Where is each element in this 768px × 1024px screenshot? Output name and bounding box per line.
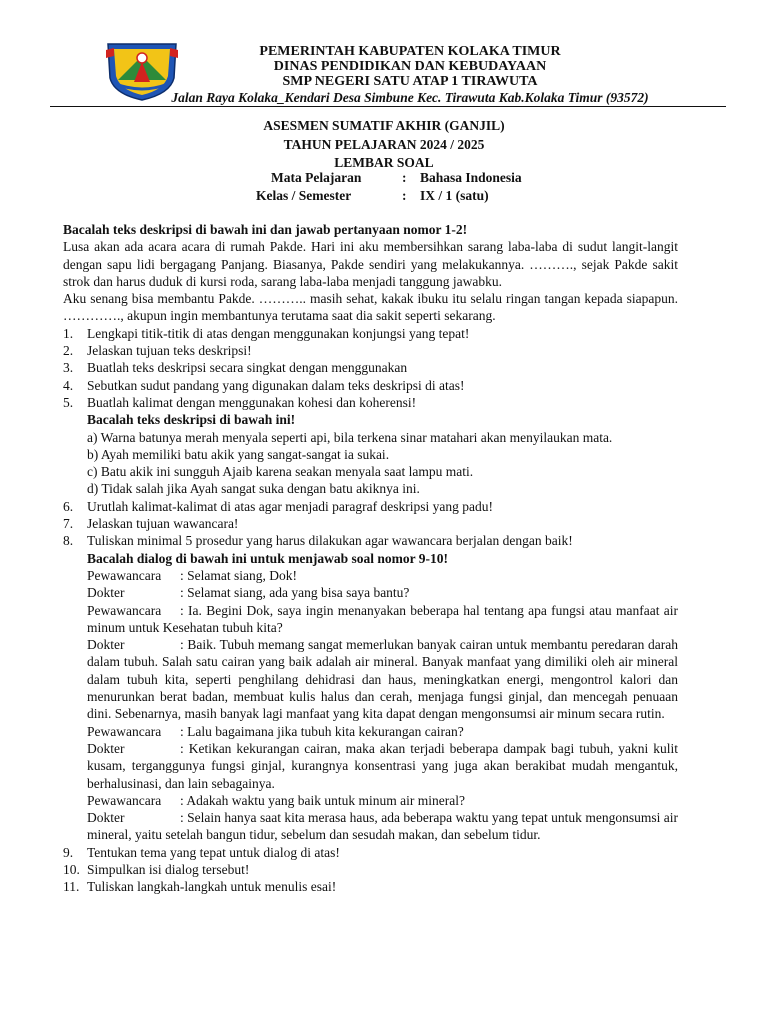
exam-title-block [0, 117, 768, 173]
school-address: Jalan Raya Kolaka_Kendari Desa Simbune Kec. Tirawuta Kab.Kolaka Timur (93572) [171, 90, 649, 105]
subject-colon: : [402, 170, 407, 185]
question-number: 1. [63, 325, 74, 341]
question-item [63, 359, 678, 376]
question-item [63, 342, 678, 359]
question-item [63, 377, 678, 394]
school-line: SMP NEGERI SATU ATAP 1 TIRAWUTA [282, 74, 538, 89]
question-number: 5. [63, 394, 74, 410]
question-text: Lengkapi titik-titik di atas dengan menggunakan konjungsi yang tepat! [87, 325, 470, 341]
question-number: 10. [63, 861, 80, 877]
question-item [63, 515, 678, 532]
reading-paragraph-2: Aku senang bisa membantu Pakde. ……….. masih sehat, kakak ibuku itu selalu ringan tangan kepada siapapun. …………., akupun ingin membantunya terutama saat dia sakit seperti sekarang. [63, 291, 678, 324]
section2-instruction: Bacalah teks deskripsi di bawah ini! [87, 412, 296, 428]
question-item [63, 325, 678, 342]
dialog-line [63, 602, 678, 637]
class-colon: : [402, 188, 407, 203]
dialog-line [63, 584, 678, 601]
question-text: Tentukan tema yang tepat untuk dialog di atas! [87, 844, 340, 860]
dialog-speaker: Pewawancara [87, 602, 162, 618]
sentence-item: c) Batu akik ini sungguh Ajaib karena seakan menyala saat lampu mati. [87, 464, 474, 480]
section1-instruction: Bacalah teks deskripsi di bawah ini dan jawab pertanyaan nomor 1-2! [63, 222, 468, 237]
dialog-text: : Lalu bagaimana jika tubuh kita kekurangan cairan? [180, 723, 464, 739]
question-number: 4. [63, 377, 74, 393]
dialog-text: : Selamat siang, ada yang bisa saya bantu? [180, 585, 410, 601]
dialog-line [63, 723, 678, 740]
question-text: Tuliskan minimal 5 prosedur yang harus dilakukan agar wawancara berjalan dengan baik! [87, 533, 573, 549]
dialog-speaker: Pewawancara [87, 792, 162, 808]
dialog-text: : Ketikan kekurangan cairan, maka akan terjadi beberapa dampak bagi tubuh, yakni kulit kusam, terganggunya fungsi ginjal, kurangnya konsentrasi yang juga akan berakibat mudah mengantuk, berhalusinasi, dan lain sebagainya. [87, 740, 678, 791]
question-number: 6. [63, 498, 74, 514]
question-number: 8. [63, 533, 74, 549]
dialog-line [63, 567, 678, 584]
subject-value: Bahasa Indonesia [420, 170, 522, 185]
dialog-speaker: Pewawancara [87, 723, 162, 739]
question-number: 7. [63, 516, 74, 532]
exam-year: TAHUN PELAJARAN 2024 / 2025 [283, 136, 485, 152]
question-text: Jelaskan tujuan wawancara! [87, 516, 239, 532]
dialog-line [63, 636, 678, 722]
dialog-text: : Baik. Tubuh memang sangat memerlukan banyak cairan untuk membantu peredaran darah dalam tubuh. Salah satu cairan yang baik adalah air mineral. Banyak manfaat yang dimiliki oleh air mineral dalam tubuh kita, seperti penghilang dehidrasi dan haus, meningkatkan energi, mengontrol kalori dan menurunkan berat badan, membuat kulis halus dan cerah, menjaga fungsi ginjal, dan mencegah penuaan dini. Sebenarnya, masih banyak lagi manfaat yang kita dapat dengan mengonsumsi air minum secara rutin. [87, 637, 678, 722]
dept-line: DINAS PENDIDIKAN DAN KEBUDAYAAN [273, 59, 547, 74]
class-label: Kelas / Semester [256, 188, 352, 203]
question-text: Buatlah kalimat dengan menggunakan kohesi dan koherensi! [87, 394, 417, 410]
question-text: Simpulkan isi dialog tersebut! [87, 861, 250, 877]
sentence-item: b) Ayah memiliki batu akik yang sangat-sangat ia sukai. [87, 446, 390, 462]
question-item [63, 498, 678, 515]
reading-paragraph-1: Lusa akan ada acara acara di rumah Pakde. Hari ini aku membersihkan sarang laba-laba di sudut langit-langit dengan sapu lidi bergagang Panjang. Biasanya, Pakde sendiri yang melakukannya. ………., sejak Pakde sakit strok dan harus duduk di kursi roda, sarang laba-laba menjadi tanggung jawabku. [63, 239, 678, 289]
dialog-speaker: Dokter [87, 740, 125, 756]
question-text: Urutlah kalimat-kalimat di atas agar menjadi paragraf deskripsi yang padu! [87, 498, 493, 514]
section3-instruction: Bacalah dialog di bawah ini untuk menjawab soal nomor 9-10! [87, 550, 448, 566]
question-number: 2. [63, 343, 74, 359]
question-number: 11. [63, 879, 80, 895]
question-item [63, 861, 678, 878]
question-item [63, 878, 678, 895]
question-text: Tuliskan langkah-langkah untuk menulis esai! [87, 879, 337, 895]
dialog-text: : Selain hanya saat kita merasa haus, ada beberapa waktu yang tepat untuk mengonsumsi air mineral, yaitu setelah bangun tidur, sebelum dan sesudah makan, dan sebelum tidur. [87, 810, 678, 843]
sentence-item: d) Tidak salah jika Ayah sangat suka dengan batu akiknya ini. [87, 481, 420, 497]
question-number: 9. [63, 844, 74, 860]
dialog-speaker: Dokter [87, 637, 125, 653]
class-value: IX / 1 (satu) [420, 188, 489, 203]
question-item [63, 532, 678, 549]
gov-line: PEMERINTAH KABUPATEN KOLAKA TIMUR [259, 44, 561, 59]
dialog-speaker: Pewawancara [87, 567, 162, 583]
question-text: Jelaskan tujuan teks deskripsi! [87, 343, 252, 359]
subject-label: Mata Pelajaran [271, 170, 362, 185]
letterhead [110, 44, 710, 106]
question-item [63, 844, 678, 861]
sheet-title: LEMBAR SOAL [334, 155, 434, 170]
dialog-speaker: Dokter [87, 585, 125, 601]
question-text: Buatlah teks deskripsi secara singkat dengan menggunakan [87, 360, 408, 376]
question-number: 3. [63, 360, 74, 376]
dialog-line [63, 792, 678, 809]
dialog-text: : Ia. Begini Dok, saya ingin menanyakan beberapa hal tentang apa fungsi atau manfaat air minum untuk Kesehatan tubuh kita? [87, 602, 678, 635]
sentence-item: a) Warna batunya merah menyala seperti api, bila terkena sinar matahari akan menyilaukan mata. [87, 429, 613, 445]
dialog-speaker: Dokter [87, 810, 125, 826]
exam-content [63, 221, 678, 896]
dialog-line [63, 809, 678, 844]
question-item [63, 394, 678, 411]
dialog-text: : Selamat siang, Dok! [180, 567, 297, 583]
question-text: Sebutkan sudut pandang yang digunakan dalam teks deskripsi di atas! [87, 377, 465, 393]
dialog-text: : Adakah waktu yang baik untuk minum air mineral? [180, 792, 465, 808]
dialog-line [63, 740, 678, 792]
header-divider [50, 106, 726, 107]
exam-title: ASESMEN SUMATIF AKHIR (GANJIL) [263, 118, 505, 133]
